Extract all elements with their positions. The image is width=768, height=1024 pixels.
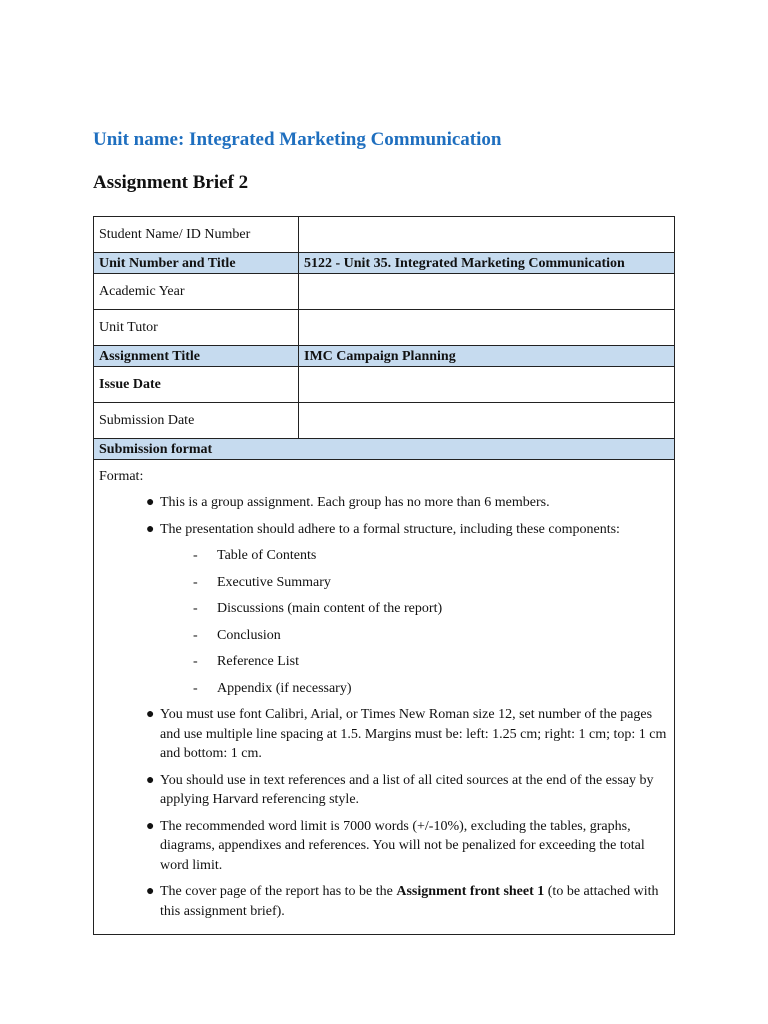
format-bullet-list bbox=[99, 493, 669, 921]
assignment-brief-heading: Assignment Brief 2 bbox=[93, 172, 249, 193]
submission-format-content bbox=[94, 460, 675, 935]
unit-number-label: Unit Number and Title bbox=[94, 253, 299, 274]
table-row bbox=[94, 346, 675, 367]
table-row bbox=[94, 460, 675, 935]
unit-tutor-label: Unit Tutor bbox=[94, 310, 299, 346]
bullet-icon: ● bbox=[146, 521, 155, 537]
assignment-brief-table bbox=[93, 216, 675, 935]
components-list bbox=[160, 546, 669, 698]
table-row bbox=[94, 367, 675, 403]
submission-date-label: Submission Date bbox=[94, 403, 299, 439]
list-item bbox=[193, 599, 669, 618]
bullet-text-start: The cover page of the report has to be the bbox=[160, 884, 397, 899]
list-item bbox=[146, 520, 669, 698]
assignment-title-value: IMC Campaign Planning bbox=[299, 346, 675, 367]
table-row bbox=[94, 217, 675, 253]
list-item bbox=[146, 882, 669, 921]
component-text: Discussions (main content of the report) bbox=[217, 601, 443, 616]
academic-year-label: Academic Year bbox=[94, 274, 299, 310]
bullet-text: The presentation should adhere to a formal structure, including these components: bbox=[160, 521, 620, 537]
component-text: Table of Contents bbox=[217, 548, 317, 563]
dash-icon: - bbox=[193, 627, 198, 643]
student-name-label: Student Name/ ID Number bbox=[94, 217, 299, 253]
dash-icon: - bbox=[193, 601, 198, 616]
component-text: Executive Summary bbox=[217, 574, 331, 590]
list-item bbox=[193, 626, 669, 645]
bullet-icon: ● bbox=[146, 495, 155, 510]
unit-name-heading: Unit name: Integrated Marketing Communication bbox=[93, 129, 502, 150]
list-item bbox=[146, 705, 669, 764]
bullet-text-end: (to be attached with this assignment brief). bbox=[160, 884, 659, 919]
list-item bbox=[193, 573, 669, 592]
format-label: Format: bbox=[99, 469, 144, 484]
table-row bbox=[94, 310, 675, 346]
submission-format-label: Submission format bbox=[94, 439, 675, 460]
bullet-text: You should use in text references and a list of all cited sources at the end of the essay by applying Harvard referencing style. bbox=[160, 772, 654, 807]
dash-icon: - bbox=[193, 654, 198, 669]
table-row bbox=[94, 439, 675, 460]
unit-number-value: 5122 - Unit 35. Integrated Marketing Communication bbox=[299, 253, 675, 274]
component-text: Appendix (if necessary) bbox=[217, 680, 352, 696]
bullet-icon: ● bbox=[146, 772, 155, 788]
component-text: Reference List bbox=[217, 654, 300, 669]
bullet-text: This is a group assignment. Each group has no more than 6 members. bbox=[160, 495, 550, 510]
issue-date-label: Issue Date bbox=[94, 367, 299, 403]
academic-year-value bbox=[299, 274, 675, 310]
student-name-value bbox=[299, 217, 675, 253]
submission-date-value bbox=[299, 403, 675, 439]
list-item bbox=[193, 652, 669, 671]
assignment-title-label: Assignment Title bbox=[94, 346, 299, 367]
bullet-text: You must use font Calibri, Arial, or Times New Roman size 12, set number of the pages and use multiple line spacing at 1.5. Margins must be: left: 1.25 cm; right: 1 cm; top: 1 cm and bottom: 1 cm. bbox=[160, 707, 667, 761]
bullet-icon: ● bbox=[146, 884, 155, 899]
bullet-icon: ● bbox=[146, 818, 155, 834]
dash-icon: - bbox=[193, 680, 198, 696]
list-item bbox=[146, 771, 669, 810]
table-row bbox=[94, 403, 675, 439]
bullet-text: The recommended word limit is 7000 words (+/-10%), excluding the tables, graphs, diagrams, appendixes and references. You will not be penalized for exceeding the total word limit. bbox=[160, 818, 645, 873]
dash-icon: - bbox=[193, 548, 198, 563]
table-row bbox=[94, 274, 675, 310]
bullet-icon: ● bbox=[146, 707, 155, 722]
component-text: Conclusion bbox=[217, 627, 281, 643]
front-sheet-reference: Assignment front sheet 1 bbox=[396, 884, 545, 899]
bullet-text bbox=[160, 884, 659, 919]
issue-date-value bbox=[299, 367, 675, 403]
unit-tutor-value bbox=[299, 310, 675, 346]
dash-icon: - bbox=[193, 574, 198, 590]
list-item bbox=[193, 546, 669, 565]
table-row bbox=[94, 253, 675, 274]
list-item bbox=[193, 679, 669, 698]
list-item bbox=[146, 493, 669, 513]
list-item bbox=[146, 817, 669, 876]
